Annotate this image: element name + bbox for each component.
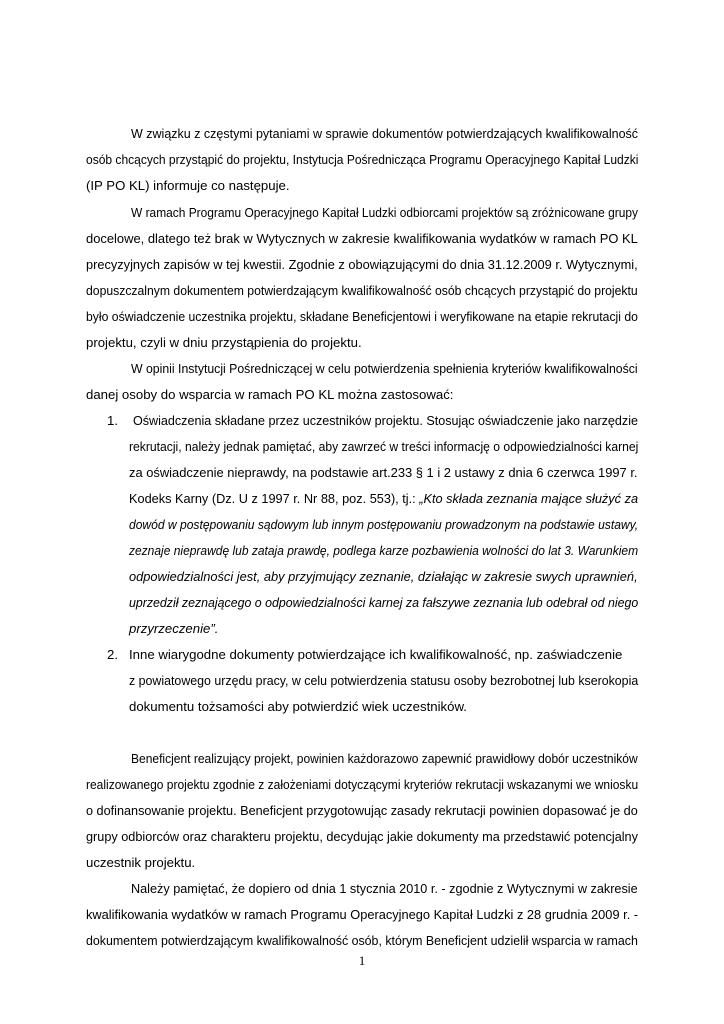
body-text-line: Beneficjent realizujący projekt, powinien każdorazowo zapewnić prawidłowy dobór uczestników [131, 751, 638, 766]
quote-line: zeznaje nieprawdę lub zataja prawdę, podlega karze pozbawienia wolności do lat 3. Warunkiem [129, 543, 639, 558]
body-text-line: dokumentem potwierdzającym kwalifikowalność osób, którym Beneficjent udzielił wsparcia w ramach [86, 933, 638, 948]
quote-text: „Kto składa zeznania mające służyć za [419, 491, 639, 506]
body-text-line: uczestnik projektu. [86, 855, 196, 870]
body-text-line: o dofinansowanie projektu. Beneficjent przygotowując zasady rekrutacji powinien dopasować je do [86, 803, 638, 818]
body-text-line: realizowanego projektu zgodnie z założeniami dotyczącymi kryteriów rekrutacji wskazanymi we wniosku [86, 777, 639, 792]
list-item-line [129, 490, 639, 508]
body-text-line: Należy pamiętać, że dopiero od dnia 1 stycznia 2010 r. - zgodnie z Wytycznymi w zakresie [131, 881, 638, 896]
body-text-line: było oświadczenie uczestnika projektu, składane Beneficjentowi i weryfikowane na etapie rekrutacji do [86, 309, 638, 324]
body-text-line: grupy odbiorców oraz charakteru projektu, decydując jakie dokumenty ma przedstawić potencjalny [86, 829, 638, 844]
body-text-line: osób chcących przystąpić do projektu, Instytucja Pośrednicząca Programu Operacyjnego Kapitał Ludzki [86, 152, 639, 167]
list-item-line: rekrutacji, należy jednak pamiętać, aby zawrzeć w treści informację o odpowiedzialności karnej [129, 439, 639, 454]
body-text-line: danej osoby do wsparcia w ramach PO KL można zastosować: [86, 387, 454, 402]
list-item-text: Kodeks Karny (Dz. U z 1997 r. Nr 88, poz. 553), tj.: [129, 491, 416, 506]
quote-line: przyrzeczenie”. [129, 621, 219, 636]
body-text-line: projektu, czyli w dniu przystąpienia do projektu. [86, 335, 362, 350]
list-item-line: dokumentu tożsamości aby potwierdzić wiek uczestników. [129, 699, 467, 714]
list-item-line: z powiatowego urzędu pracy, w celu potwierdzenia statusu osoby bezrobotnej lub kserokopia [129, 673, 639, 688]
list-item-line: za oświadczenie nieprawdy, na podstawie art.233 § 1 i 2 ustawy z dnia 6 czerwca 1997 r. [129, 465, 638, 480]
body-text-line: docelowe, dlatego też brak w Wytycznych w zakresie kwalifikowania wydatków w ramach PO KL [86, 231, 638, 246]
list-marker: 1. [107, 413, 118, 428]
list-marker: 2. [107, 647, 118, 662]
body-text-line: precyzyjnych zapisów w tej kwestii. Zgodnie z obowiązującymi do dnia 31.12.2009 r. Wytycznymi, [86, 257, 638, 272]
body-text-line: W opinii Instytucji Pośredniczącej w celu potwierdzenia spełnienia kryteriów kwalifikowalności [131, 361, 638, 376]
quote-line: uprzedził zeznającego o odpowiedzialności karnej za fałszywe zeznania lub odebrał od niego [129, 595, 639, 610]
quote-line: odpowiedzialności jest, aby przyjmujący zeznanie, działając w zakresie swych uprawnień, [129, 569, 638, 584]
body-text-line: W ramach Programu Operacyjnego Kapitał Ludzki odbiorcami projektów są zróżnicowane grupy [131, 205, 638, 220]
body-text-line: dopuszczalnym dokumentem potwierdzającym kwalifikowalność osób chcących przystąpić do projektu [86, 283, 638, 298]
quote-line: dowód w postępowaniu sądowym lub innym postępowaniu prowadzonym na podstawie ustawy, [129, 517, 639, 532]
page-number: 1 [358, 953, 366, 968]
body-text-line: kwalifikowania wydatków w ramach Programu Operacyjnego Kapitał Ludzki z 28 grudnia 2009 r. - [86, 907, 639, 922]
list-item-line: Inne wiarygodne dokumenty potwierdzające ich kwalifikowalność, np. zaświadczenie [129, 647, 623, 662]
body-text-line: W związku z częstymi pytaniami w sprawie dokumentów potwierdzających kwalifikowalność [131, 126, 639, 141]
body-text-line: (IP PO KL) informuje co następuje. [86, 178, 290, 193]
list-item-line: Oświadczenia składane przez uczestników projektu. Stosując oświadczenie jako narzędzie [133, 413, 638, 428]
